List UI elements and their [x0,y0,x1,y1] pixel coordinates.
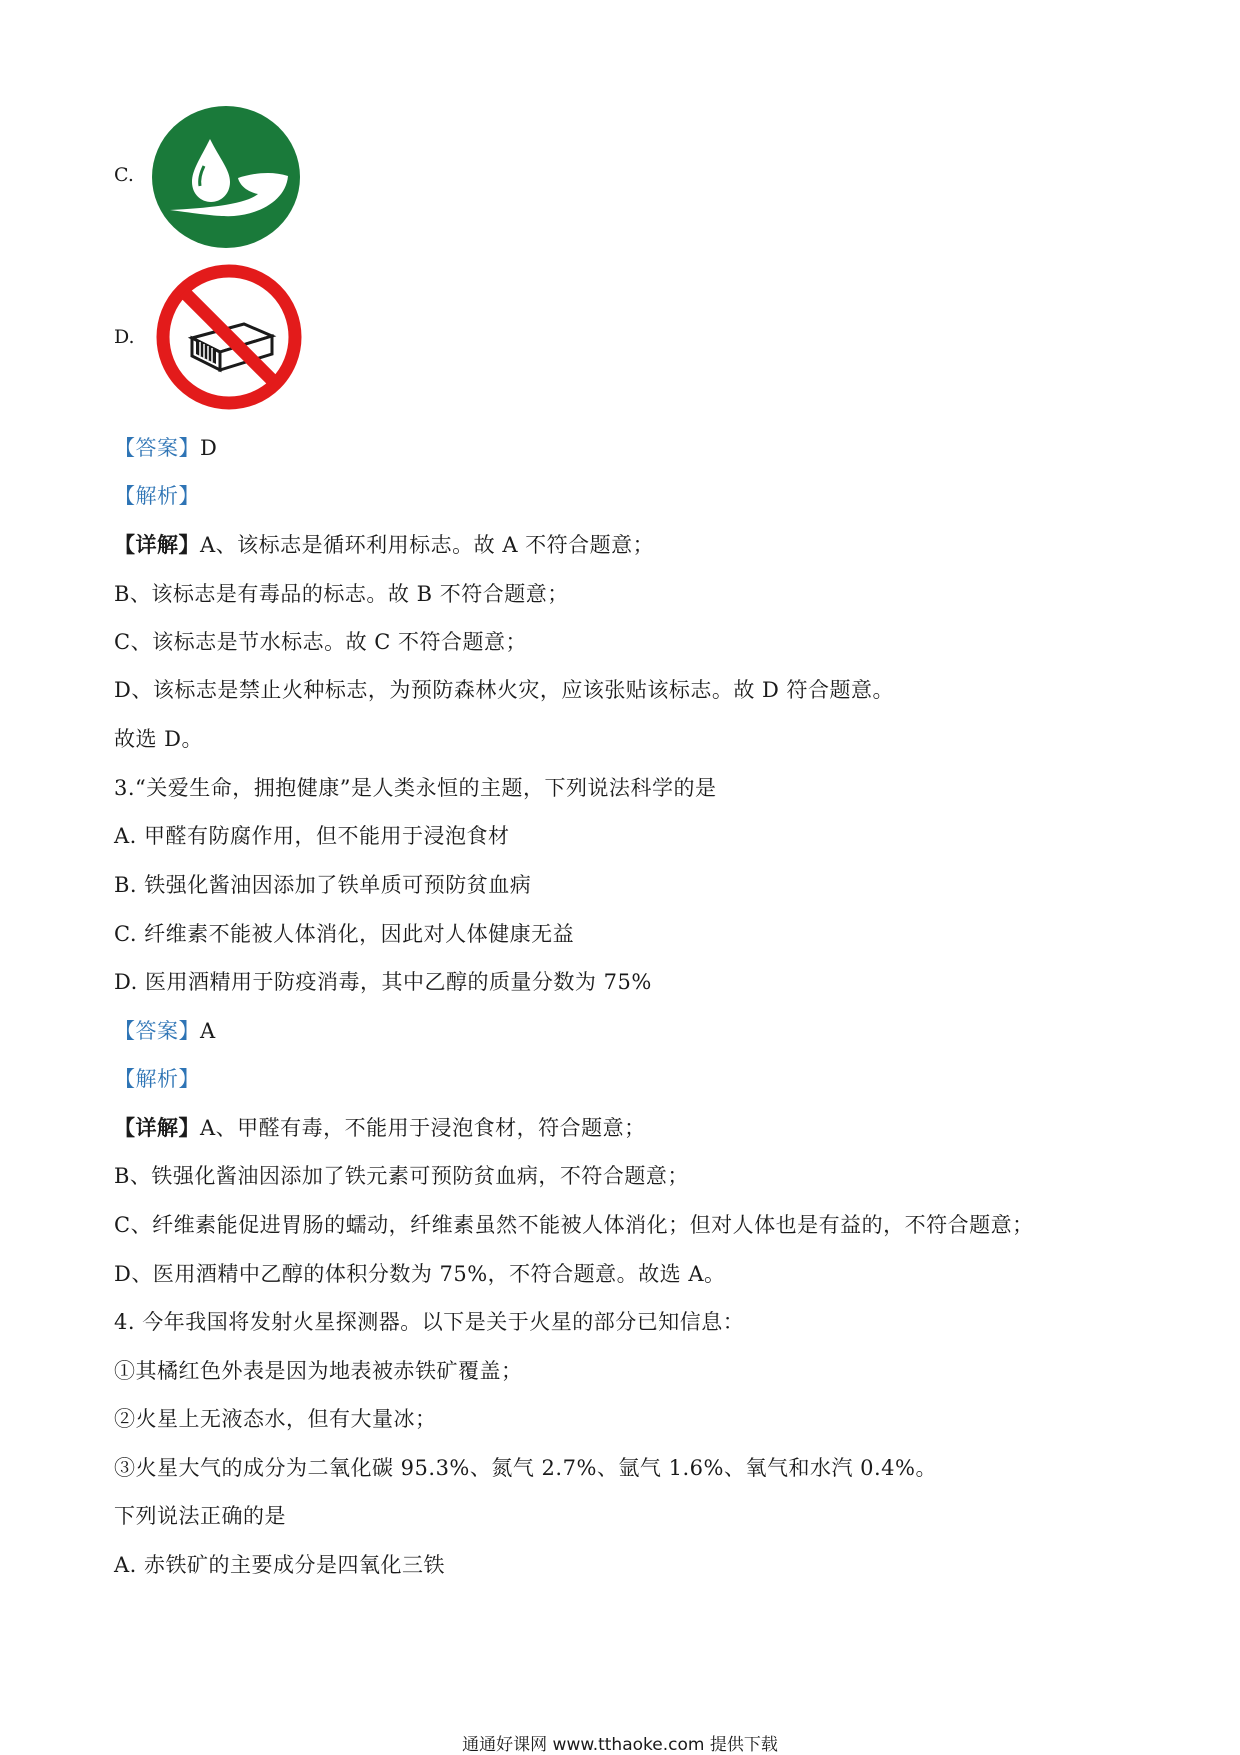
analysis-tag: 【解析】 [114,484,200,508]
q4-info-3: ③火星大气的成分为二氧化碳 95.3%、氮气 2.7%、氩气 1.6%、氧气和水汽 0.4%。 [114,1456,937,1480]
q4-prompt: 下列说法正确的是 [114,1504,286,1528]
q2-analysis-tag [114,480,200,510]
q3-option-c: C. 纤维素不能被人体消化，因此对人体健康无益 [114,922,575,946]
no-fire-icon [154,262,304,412]
q4-stem: 4. 今年我国将发射火星探测器。以下是关于火星的部分已知信息： [114,1310,745,1334]
q2-detail-d: D、该标志是禁止火种标志，为预防森林火灾，应该张贴该标志。故 D 符合题意。 [114,678,895,702]
q3-detail-c: C、纤维素能促进胃肠的蠕动，纤维素虽然不能被人体消化；但对人体也是有益的，不符合题意； [114,1213,1034,1237]
q3-option-d: D. 医用酒精用于防疫消毒，其中乙醇的质量分数为 75% [114,970,652,994]
q2-answer-line [114,432,217,462]
q3-option-a: A. 甲醛有防腐作用，但不能用于浸泡食材 [114,824,510,848]
answer-value: D [200,436,218,460]
q3-detail-b: B、铁强化酱油因添加了铁元素可预防贫血病，不符合题意； [114,1164,689,1188]
analysis-tag: 【解析】 [114,1067,200,1091]
q3-detail-d: D、医用酒精中乙醇的体积分数为 75%，不符合题意。故选 A。 [114,1262,726,1286]
q4-info-2: ②火星上无液态水，但有大量冰； [114,1407,437,1431]
q4-option-a: A. 赤铁矿的主要成分是四氧化三铁 [114,1553,446,1577]
q2-conclusion: 故选 D。 [114,727,204,751]
detail-tag: 【详解】 [114,532,200,557]
option-c-letter: C. [114,164,134,186]
q4-info-1: ①其橘红色外表是因为地表被赤铁矿覆盖； [114,1359,523,1383]
q2-detail-a [114,529,654,559]
q3-detail-a [114,1112,646,1142]
water-saving-icon [150,104,302,250]
q3-analysis-tag [114,1063,200,1093]
q3-option-b: B. 铁强化酱油因添加了铁单质可预防贫血病 [114,873,532,897]
q2-detail-c: C、该标志是节水标志。故 C 不符合题意； [114,630,527,654]
q3-stem: 3.“关爱生命，拥抱健康”是人类永恒的主题，下列说法科学的是 [114,776,717,800]
q2-detail-b: B、该标志是有毒品的标志。故 B 不符合题意； [114,582,569,606]
option-d-letter: D. [114,326,135,348]
answer-value: A [200,1019,216,1043]
detail-text: A、该标志是循环利用标志。故 A 不符合题意； [200,533,655,557]
page-footer: 通通好课网 www.tthaoke.com 提供下载 [462,1735,778,1755]
detail-text: A、甲醛有毒，不能用于浸泡食材，符合题意； [200,1116,646,1140]
answer-tag: 【答案】 [114,436,200,460]
q3-answer-line [114,1015,216,1045]
answer-tag: 【答案】 [114,1019,200,1043]
detail-tag: 【详解】 [114,1115,200,1140]
